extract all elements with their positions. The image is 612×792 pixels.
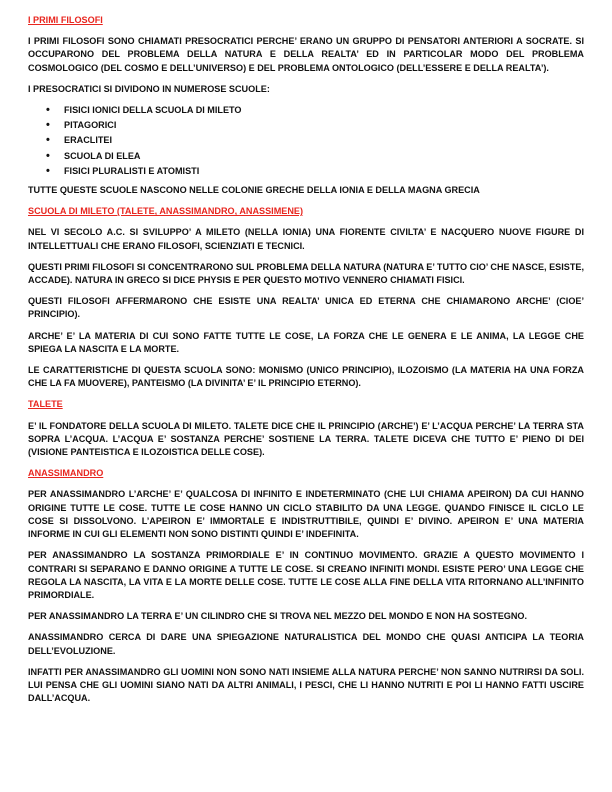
heading-primi-filosofi: I PRIMI FILOSOFI xyxy=(28,15,103,25)
paragraph-anassimandro-5: INFATTI PER ANASSIMANDRO GLI UOMINI NON SONO NATI INSIEME ALLA NATURA PERCHE’ NON SANNO NUTRIRSI DA SOLI. LUI PENSA CHE GLI UOMINI SIANO NATI DA ALTRI ANIMALI, I PESCI, CHE LI HANNO NUTRITI E POI LI HANNO FATTI USCIRE DALL’ACQUA. xyxy=(28,666,584,704)
list-item: • FISICI PLURALISTI E ATOMISTI xyxy=(58,165,584,178)
list-item: • FISICI IONICI DELLA SCUOLA DI MILETO xyxy=(58,104,584,117)
paragraph-mileto-2: QUESTI PRIMI FILOSOFI SI CONCENTRARONO SUL PROBLEMA DELLA NATURA (NATURA E’ TUTTO CIO’ CHE NASCE, ESISTE, ACCADE). NATURA IN GRECO SI DICE PHYSIS E PER QUESTO MOTIVO VENNERO CHIAMATI FISICI. xyxy=(28,261,584,286)
list-item: • ERACLITEI xyxy=(58,134,584,147)
paragraph-intro: I PRIMI FILOSOFI SONO CHIAMATI PRESOCRATICI PERCHE’ ERANO UN GRUPPO DI PENSATORI ANTERIORI A SOCRATE. SI OCCUPARONO DEL PROBLEMA DELLA NATURA E DELLA REALTA’ ED IN PARTICOLAR MODO DEL PROBLEMA COSMOLOGICO (DEL COSMO E DELL’UNIVERSO) E DEL PROBLEMA ONTOLOGICO (DELL’ESSERE E DELLA REALTA’). xyxy=(28,36,584,73)
schools-list xyxy=(28,104,584,178)
list-item: • PITAGORICI xyxy=(58,119,584,132)
paragraph-anassimandro-1: PER ANASSIMANDRO L’ARCHE’ E’ QUALCOSA DI INFINITO E INDETERMINATO (CHE LUI CHIAMA APEIRON) DA CUI HANNO ORIGINE TUTTE LE COSE. TUTTE LE COSE HANNO UN CICLO STABILITO DA UNA LEGGE. QUANDO FINISCE IL CICLO LE COSE SI DISSOLVONO. L’APEIRON E’ IMMORTALE E INDISTRUTTIBILE, QUINDI E’ DIVINO. APEIRON E’ UNA MATERIA INFORME IN CUI GLI ELEMENTI NON SONO DISTINTI QUINDI E’ INDEFINITA. xyxy=(28,489,584,540)
paragraph-colonies: TUTTE QUESTE SCUOLE NASCONO NELLE COLONIE GRECHE DELLA IONIA E DELLA MAGNA GRECIA xyxy=(28,185,480,196)
paragraph-anassimandro-3: PER ANASSIMANDRO LA TERRA E’ UN CILINDRO CHE SI TROVA NEL MEZZO DEL MONDO E NON HA SOSTEGNO. xyxy=(28,611,527,622)
list-item: • SCUOLA DI ELEA xyxy=(58,150,584,163)
heading-scuola-di-mileto: SCUOLA DI MILETO (TALETE, ANASSIMANDRO, ANASSIMENE) xyxy=(28,206,304,217)
paragraph-mileto-1: NEL VI SECOLO A.C. SI SVILUPPO’ A MILETO (NELLA IONIA) UNA FIORENTE CIVILTA’ E NACQUERO NUOVE FIGURE DI INTELLETTUALI CHE ERANO FILOSOFI, SCIENZIATI E TECNICI. xyxy=(28,227,584,251)
paragraph-mileto-5: LE CARATTERISTICHE DI QUESTA SCUOLA SONO: MONISMO (UNICO PRINCIPIO), ILOZOISMO (LA MATERIA HA UNA FORZA CHE LA FA MUOVERE), PANTEISMO (LA DIVINITA’ E’ IL PRINCIPIO ETERNO). xyxy=(28,365,584,389)
heading-anassimandro: ANASSIMANDRO xyxy=(28,468,104,479)
heading-talete: TALETE xyxy=(28,399,63,410)
paragraph-mileto-4: ARCHE’ E’ LA MATERIA DI CUI SONO FATTE TUTTE LE COSE, LA FORZA CHE LE GENERA E LE ANIMA, LA LEGGE CHE SPIEGA LA NASCITA E LA MORTE. xyxy=(28,330,584,354)
paragraph-schools-intro: I PRESOCRATICI SI DIVIDONO IN NUMEROSE SCUOLE: xyxy=(28,83,270,94)
paragraph-anassimandro-2: PER ANASSIMANDRO LA SOSTANZA PRIMORDIALE E’ IN CONTINUO MOVIMENTO. GRAZIE A QUESTO MOVIMENTO I CONTRARI SI SEPARANO E DANNO ORIGINE A TUTTE LE COSE. SI CREANO INFINITI MONDI. ESISTE PERO’ UNA LEGGE CHE REGOLA LA NASCITA, LA VITA E LA MORTE DELLE COSE. TUTTE LE COSE ALLA FINE DELLA VITA RITORNANO ALL’INFINITO PRIMORDIALE. xyxy=(28,550,584,600)
paragraph-talete: E’ IL FONDATORE DELLA SCUOLA DI MILETO. TALETE DICE CHE IL PRINCIPIO (ARCHE’) E’ L’ACQUA PERCHE’ LA TERRA STA SOPRA L’ACQUA. L’ACQUA E’ SOSTANZA PERCHE’ SOSTIENE LA TERRA. TALETE DICEVA CHE TUTTO E’ PIENO DI DEI (VISIONE PANTEISTICA E ILOZOISTICA DELLE COSE). xyxy=(28,420,584,458)
paragraph-mileto-3: QUESTI FILOSOFI AFFERMARONO CHE ESISTE UNA REALTA’ UNICA ED ETERNA CHE CHIAMARONO ARCHE’ (CIOE’ PRINCIPIO). xyxy=(28,296,584,320)
paragraph-anassimandro-4: ANASSIMANDRO CERCA DI DARE UNA SPIEGAZIONE NATURALISTICA DEL MONDO CHE QUASI ANTICIPA LA TEORIA DELL’EVOLUZIONE. xyxy=(28,632,584,656)
